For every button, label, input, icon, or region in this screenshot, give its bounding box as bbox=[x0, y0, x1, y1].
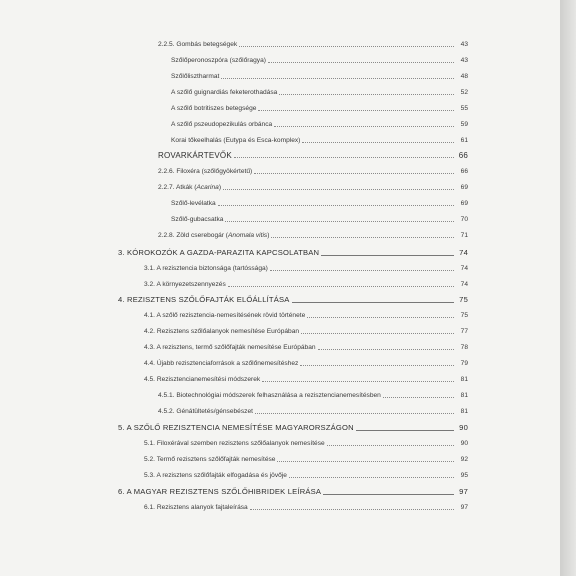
toc-entry: 4.3. A rezisztens, termő szőlőfajták nemesítése Európában 78 bbox=[144, 344, 468, 351]
toc-entry: A szőlő botritiszes betegsége 55 bbox=[171, 105, 468, 112]
toc-entry: 3.2. A környezetszennyezés 74 bbox=[144, 281, 468, 288]
toc-entry: 4.5.1. Biotechnológiai módszerek felhasználása a rezisztencianemesítésben 81 bbox=[158, 392, 468, 399]
toc-entry: 2.2.5. Gombás betegségek 43 bbox=[158, 41, 468, 48]
toc-entry: 5.1. Filoxérával szemben rezisztens szőlőalanyok nemesítése 90 bbox=[144, 440, 468, 447]
toc-entry: Szőlő-levélatka 69 bbox=[171, 200, 468, 207]
toc-entry: 4.5.2. Génátültetés/génsebészet 81 bbox=[158, 408, 468, 415]
toc-chapter: 5. A SZŐLŐ REZISZTENCIA NEMESÍTÉSE MAGYARORSZÁGON 90 bbox=[118, 423, 468, 432]
toc-chapter: 3. KÓROKOZÓK A GAZDA-PARAZITA KAPCSOLATBAN 74 bbox=[118, 248, 468, 257]
toc-entry: 2.2.8. Zöld cserebogár (Anomala vitis) 71 bbox=[158, 232, 468, 239]
toc-entry: Korai tőkeelhalás (Eutypa és Esca-komplex) 61 bbox=[171, 137, 468, 144]
toc-entry: 6.1. Rezisztens alanyok fajtaleírása 97 bbox=[144, 504, 468, 511]
toc-entry: 5.3. A rezisztens szőlőfajták elfogadása és jövője 95 bbox=[144, 472, 468, 479]
toc-entry: 4.4. Újabb rezisztenciaforrások a szőlőnemesítéshez 79 bbox=[144, 360, 468, 367]
toc-entry: 5.2. Termő rezisztens szőlőfajták nemesítése 92 bbox=[144, 456, 468, 463]
toc-section-heading: ROVARKÁRTEVŐK 66 bbox=[158, 151, 468, 160]
toc-entry: A szőlő pszeudopezikulás orbánca 59 bbox=[171, 121, 468, 128]
toc-entry: 4.1. A szőlő rezisztencia-nemesítésének rövid története 75 bbox=[144, 312, 468, 319]
toc-entry: 4.5. Rezisztencianemesítési módszerek 81 bbox=[144, 376, 468, 383]
toc-chapter: 4. REZISZTENS SZŐLŐFAJTÁK ELŐÁLLÍTÁSA 75 bbox=[118, 295, 468, 304]
toc-entry: A szőlő guignardiás feketerothadása 52 bbox=[171, 89, 468, 96]
toc-entry: Szőlő-gubacsatka 70 bbox=[171, 216, 468, 223]
toc-entry: 4.2. Rezisztens szőlőalanyok nemesítése Európában 77 bbox=[144, 328, 468, 335]
toc-entry: 2.2.7. Atkák (Acarina) 69 bbox=[158, 184, 468, 191]
toc-chapter: 6. A MAGYAR REZISZTENS SZŐLŐHIBRIDEK LEÍRÁSA 97 bbox=[118, 487, 468, 496]
toc-entry: 2.2.6. Filoxéra (szőlőgyökértetű) 66 bbox=[158, 168, 468, 175]
toc-entry: Szőlőperonoszpóra (szőlőragya) 43 bbox=[171, 57, 468, 64]
page-edge bbox=[560, 0, 576, 576]
toc-entry: 3.1. A rezisztencia biztonsága (tartóssága) 74 bbox=[144, 265, 468, 272]
toc-entry: Szőlőlisztharmat 48 bbox=[171, 73, 468, 80]
